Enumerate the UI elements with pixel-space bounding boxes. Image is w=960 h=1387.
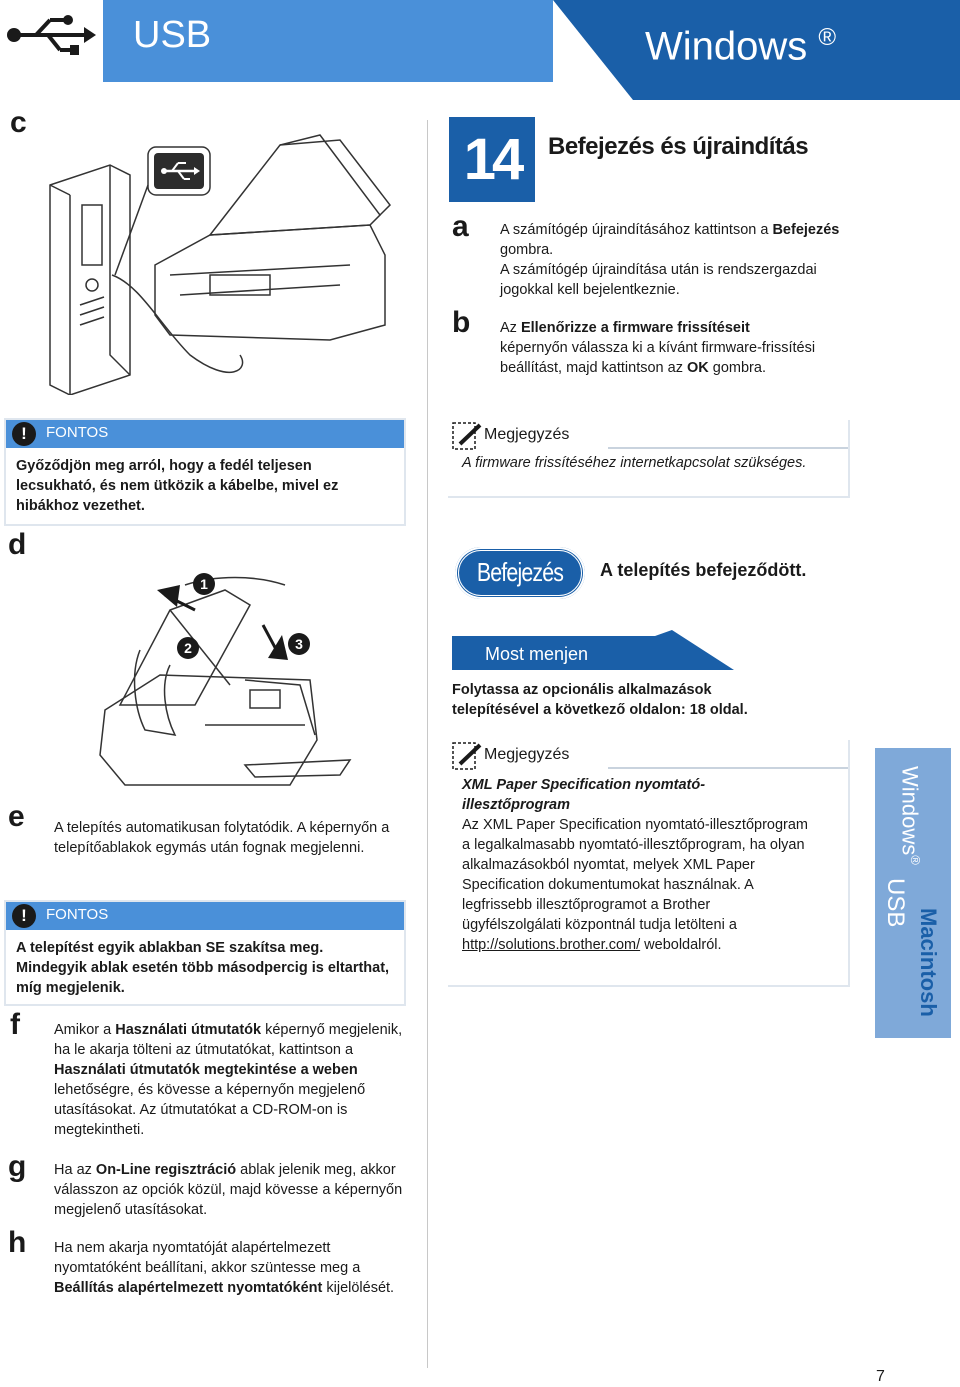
finish-badge	[455, 547, 585, 599]
step-number-badge: 14	[449, 117, 535, 202]
side-tab	[875, 748, 951, 1038]
page-number: 7	[876, 1368, 885, 1385]
step-e-text: A telepítés automatikusan folytatódik. A képernyőn a telepítőablakok egymás után fognak megjelenni.	[54, 820, 390, 856]
usb-callout-icon	[154, 153, 204, 189]
note-text: A firmware frissítéséhez internetkapcsolat szükséges.	[462, 455, 807, 471]
step-b-text: Az Ellenőrizze a firmware frissítéseit képernyőn válassza ki a kívánt firmware-frissítési beállítást, majd kattintson az OK gombra.	[500, 320, 816, 376]
note-box-firmware	[448, 420, 850, 498]
warning-text: Győződjön meg arról, hogy a fedél teljesen lecsukható, és nem ütközik a kábelbe, mivel ez hibákhoz vezethet.	[16, 458, 339, 514]
side-tab-usb: USB	[882, 878, 909, 928]
step-title: Befejezés és újraindítás	[548, 133, 809, 160]
warning-icon: !	[12, 422, 36, 446]
finish-badge-label: Befejezés	[476, 557, 564, 587]
note-box-xml	[448, 740, 850, 987]
step-letter-h: h	[8, 1226, 27, 1259]
brother-solutions-link[interactable]: http://solutions.brother.com/	[462, 937, 641, 953]
note-divider	[608, 767, 848, 769]
step-letter-d: d	[8, 528, 27, 561]
note-pencil-icon	[452, 742, 482, 770]
callout-1: 1	[193, 573, 215, 595]
windows-header-title: Windows ®	[645, 24, 837, 69]
finish-text: A telepítés befejeződött.	[600, 560, 807, 580]
side-tab-windows: Windows®	[897, 766, 923, 865]
step-h-text: Ha nem akarja nyomtatóját alapértelmezett nyomtatóként beállítani, akkor szüntesse meg a Beállítás alapértelmezett nyomtatóként kijelölését.	[54, 1240, 395, 1296]
step-letter-b: b	[452, 306, 471, 339]
warning-header	[6, 902, 404, 930]
callout-3: 3	[288, 633, 310, 655]
step-letter-c: c	[10, 106, 27, 139]
step-letter-a: a	[452, 210, 469, 243]
usb-header-title: USB	[133, 14, 212, 56]
next-text: Folytassa az opcionális alkalmazások telepítésével a következő oldalon: 18 oldal.	[452, 682, 748, 718]
step-g-text: Ha az On-Line regisztráció ablak jelenik meg, akkor válasszon az opciók közül, majd kövesse a képernyőn megjelenő utasításokat.	[54, 1162, 403, 1218]
close-cover-illustration	[85, 565, 420, 790]
step-a-text: A számítógép újraindításához kattintson a Befejezés gombra. A számítógép újraindítása után is rendszergazdai jogokkal kell bejelentkeznie.	[500, 222, 840, 298]
note-pencil-icon	[452, 422, 482, 450]
note-divider	[608, 447, 848, 449]
side-tab-macintosh: Macintosh	[916, 908, 941, 1017]
warning-box-lid	[4, 418, 406, 526]
step-letter-f: f	[10, 1008, 20, 1041]
step-letter-e: e	[8, 800, 25, 833]
warning-label: FONTOS	[46, 424, 109, 441]
note-label: Megjegyzés	[484, 426, 570, 443]
warning-box-dont-cancel	[4, 900, 406, 1006]
warning-icon: !	[12, 904, 36, 928]
usb-logo-icon	[6, 10, 96, 60]
note-xml-title: XML Paper Specification nyomtató-illesztőprogram	[462, 777, 706, 813]
warning-label: FONTOS	[46, 906, 109, 923]
warning-text: A telepítést egyik ablakban SE szakítsa meg. Mindegyik ablak esetén több másodpercig is eltarthat, míg megjelenik.	[16, 940, 390, 996]
step-letter-g: g	[8, 1150, 27, 1183]
callout-2: 2	[177, 637, 199, 659]
note-xml-body: Az XML Paper Specification nyomtató-illesztőprogram a legalkalmasabb nyomtató-illesztőprogram, ha olyan alkalmazásokból nyomtat, melyek XML Paper Specification dokumentumokat használnak. A legfrissebb illesztőprogramot a Brother ügyfélszolgálati központnál tudja letölteni a http://solutions.brother.com/ weboldalról.	[462, 817, 809, 953]
usb-cable-illustration	[40, 125, 420, 395]
column-divider	[427, 120, 428, 1368]
note-label: Megjegyzés	[484, 746, 570, 763]
warning-header	[6, 420, 404, 448]
step-f-text: Amikor a Használati útmutatók képernyő megjelenik, ha le akarja tölteni az útmutatókat, kattintson a Használati útmutatók megtekintése a weben lehetőségre, és kövesse a képernyőn megjelenő utasításokat. Az útmutatókat a CD-ROM-on is megtekintheti.	[54, 1022, 403, 1138]
next-banner-label: Most menjen	[485, 644, 589, 664]
